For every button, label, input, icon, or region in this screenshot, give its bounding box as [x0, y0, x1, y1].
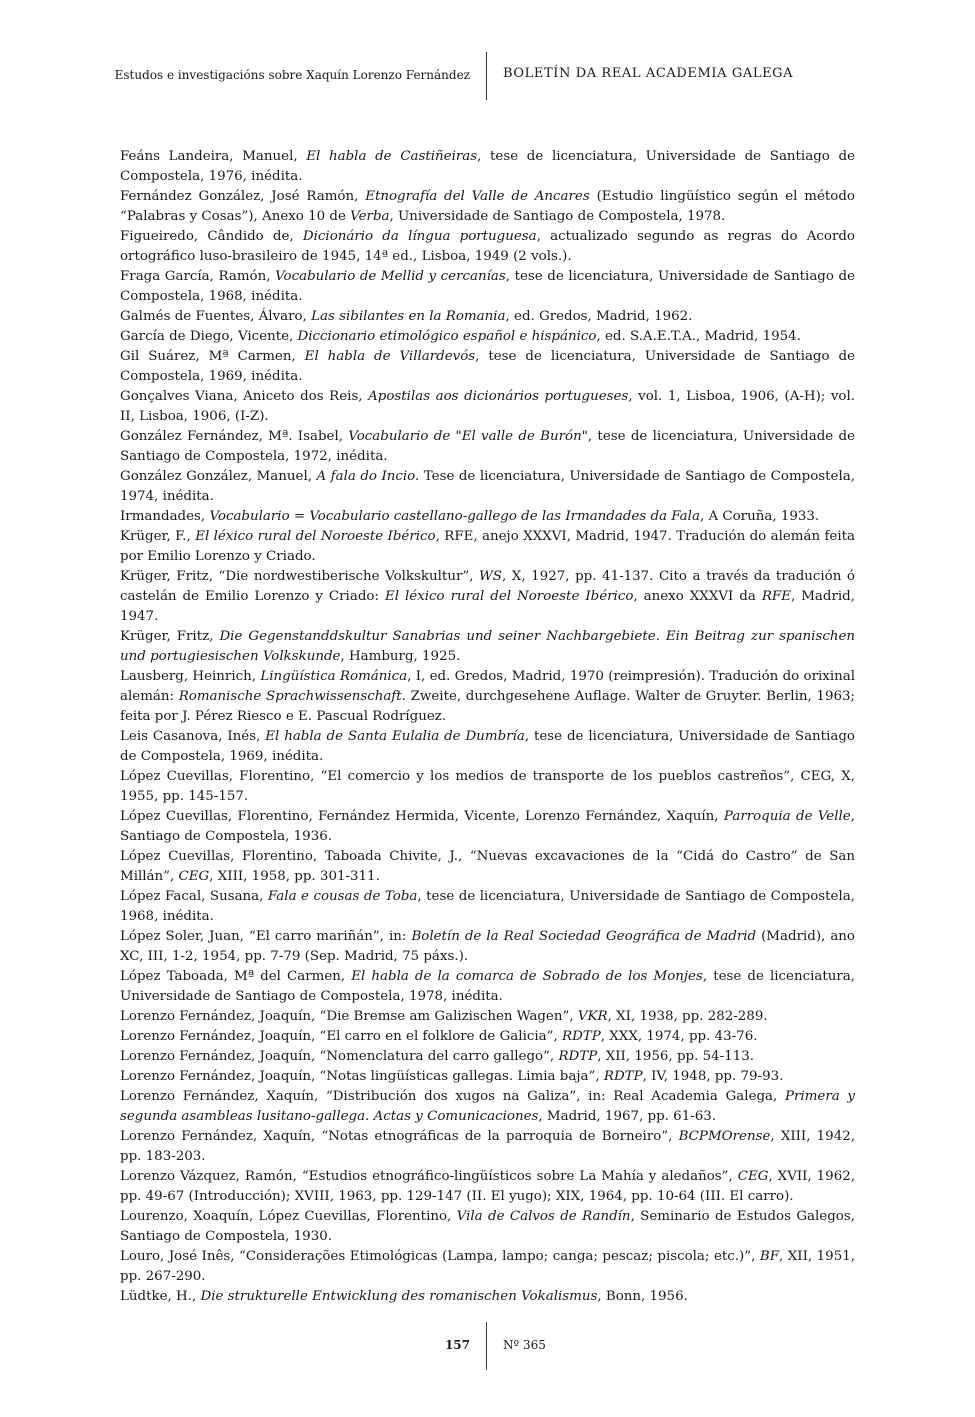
- reference-text: López Taboada, Mª del Carmen,: [120, 969, 352, 984]
- reference-text: , tese de licenciatura, Universidade de Santiago de Compostela, 1969, inédita.: [120, 729, 855, 764]
- reference-entry: [120, 147, 855, 187]
- reference-text: , Madrid, 1967, pp. 61-63.: [538, 1109, 717, 1124]
- reference-text: , XIII, 1942, pp. 183-203.: [120, 1129, 855, 1164]
- reference-entry: [120, 567, 855, 627]
- reference-text: , I, ed. Gredos, Madrid, 1970 (reimpresión). Tradución do orixinal alemán:: [120, 669, 855, 704]
- header-divider: [486, 52, 487, 100]
- reference-entry: [120, 267, 855, 307]
- reference-entry: [120, 227, 855, 267]
- reference-entry: [120, 307, 855, 327]
- reference-text: , Hamburg, 1925.: [340, 649, 461, 664]
- reference-text: Leis Casanova, Inés,: [120, 729, 266, 744]
- reference-text: Krüger, Fritz, “Die nordwestiberische Volkskultur”,: [120, 569, 480, 584]
- reference-text: Lorenzo Fernández, Xaquín, “Distribución dos xugos na Galiza”, in: Real Academia Galega,: [120, 1089, 786, 1104]
- reference-text: Tese de licenciatura, Universidade de Santiago de Compostela, 1974, inédita.: [120, 469, 855, 504]
- reference-text: , ed. Gredos, Madrid, 1962.: [505, 309, 693, 324]
- reference-entry: [120, 347, 855, 387]
- reference-title: Lingüística Románica: [260, 669, 408, 684]
- reference-text: Gonçalves Viana, Aniceto dos Reis,: [120, 389, 369, 404]
- reference-text: , tese de licenciatura, Universidade de Santiago de Compostela, 1972, inédita.: [120, 429, 856, 464]
- reference-text: , XVII, 1962, pp. 49-67 (Introducción); XVIII, 1963, pp. 129-147 (II. El yugo); XIX, 1964, pp. 10-64 (III. El carro).: [120, 1169, 855, 1204]
- reference-entry: [120, 1067, 855, 1087]
- reference-text: García de Diego, Vicente,: [120, 329, 298, 344]
- reference-text: Krüger, F.,: [120, 529, 196, 544]
- reference-title: WS: [479, 569, 502, 584]
- page-header: [0, 52, 975, 100]
- reference-entry: [120, 627, 855, 667]
- reference-text: , tese de licenciatura, Universidade de Santiago de Compostela, 1968, inédita.: [120, 889, 855, 924]
- reference-text: , tese de licenciatura, Universidade de Santiago de Compostela, 1969, inédita.: [120, 349, 855, 384]
- reference-entry: [120, 1287, 855, 1307]
- reference-entry: [120, 807, 855, 847]
- reference-text: Lorenzo Fernández, Joaquín, “El carro en el folklore de Galicia”,: [120, 1029, 562, 1044]
- reference-title: Vocabulario de Mellid y cercanías: [275, 269, 506, 284]
- reference-title: El habla de Castiñeiras: [306, 149, 478, 164]
- reference-text: , XII, 1956, pp. 54-113.: [597, 1049, 754, 1064]
- bibliography-list: [120, 147, 855, 1307]
- reference-title: El habla de la comarca de Sobrado de los Monjes: [351, 969, 703, 984]
- reference-title: RDTP: [558, 1049, 598, 1064]
- reference-entry: [120, 427, 855, 467]
- reference-text: , tese de licenciatura, Universidade de Santiago de Compostela, 1978, inédita.: [120, 969, 855, 1004]
- reference-title: Die strukturelle Entwicklung des romanischen Vokalismus: [200, 1289, 598, 1304]
- reference-title: Vocabulario = Vocabulario castellano-gallego de las Irmandades da Fala: [209, 509, 700, 524]
- reference-text: , Bonn, 1956.: [597, 1289, 688, 1304]
- reference-title: RDTP: [603, 1069, 643, 1084]
- reference-text: , X, 1927, pp. 41-137. Cito a través da tradución ó castelán de Emilio Lorenzo y Criado:: [120, 569, 855, 604]
- reference-title: Die Gegenstanddskultur Sanabrias und seiner Nachbargebiete. Ein Beitrag zur spanischen und portugiesischen Volkskunde: [120, 629, 855, 664]
- reference-title: VKR: [577, 1009, 608, 1024]
- reference-title: CEG: [178, 869, 210, 884]
- reference-text: (Estudio lingüístico según el método “Palabras y Cosas”), Anexo 10 de: [120, 189, 855, 224]
- issue-number: Nº 365: [503, 1338, 546, 1352]
- journal-title: BOLETÍN DA REAL ACADEMIA GALEGA: [503, 66, 794, 81]
- reference-entry: [120, 767, 855, 807]
- reference-title: El habla de Santa Eulalia de Dumbría: [265, 729, 525, 744]
- reference-text: López Cuevillas, Florentino, Taboada Chivite, J., “Nuevas excavaciones de la “Cidá do Castro” de San Millán”,: [120, 849, 855, 884]
- reference-text: Lorenzo Fernández, Xaquín, “Notas etnográficas de la parroquia de Borneiro”,: [120, 1129, 679, 1144]
- reference-entry: [120, 1247, 855, 1287]
- reference-text: Lourenzo, Xoaquín, López Cuevillas, Florentino,: [120, 1209, 457, 1224]
- reference-entry: [120, 1087, 855, 1127]
- reference-text: , XI, 1938, pp. 282-289.: [607, 1009, 768, 1024]
- reference-title: Primera y segunda asambleas lusitano-gallega. Actas y Comunicaciones: [120, 1089, 855, 1124]
- reference-title: RFE: [761, 589, 791, 604]
- reference-entry: [120, 1167, 855, 1207]
- reference-text: , Madrid, 1947.: [120, 589, 855, 624]
- reference-text: , XXX, 1974, pp. 43-76.: [600, 1029, 758, 1044]
- reference-text: Irmandades,: [120, 509, 210, 524]
- reference-title: El léxico rural del Noroeste Ibérico: [384, 589, 634, 604]
- reference-title: A fala do Incio.: [316, 469, 420, 484]
- reference-title: Boletín de la Real Sociedad Geográfica de Madrid: [411, 929, 757, 944]
- reference-title: El habla de Villardevós: [304, 349, 476, 364]
- reference-text: , XIII, 1958, pp. 301-311.: [209, 869, 380, 884]
- reference-text: Lüdtke, H.,: [120, 1289, 201, 1304]
- reference-text: Louro, José Inês, “Considerações Etimológicas (Lampa, lampo; canga; pescaz; piscola; etc.)”,: [120, 1249, 760, 1264]
- reference-entry: [120, 1007, 855, 1027]
- reference-text: , XII, 1951, pp. 267-290.: [120, 1249, 855, 1284]
- reference-title: Diccionario etimológico español e hispánico: [297, 329, 597, 344]
- reference-text: Galmés de Fuentes, Álvaro,: [120, 309, 312, 324]
- reference-title: Verba: [350, 209, 390, 224]
- reference-text: , anexo XXXVI da: [633, 589, 762, 604]
- reference-entry: [120, 527, 855, 567]
- reference-text: Krüger, Fritz,: [120, 629, 220, 644]
- reference-title: BF: [759, 1249, 779, 1264]
- reference-text: Lorenzo Fernández, Joaquín, “Die Bremse am Galizischen Wagen”,: [120, 1009, 578, 1024]
- reference-entry: [120, 327, 855, 347]
- reference-title: Etnografía del Valle de Ancares: [365, 189, 590, 204]
- reference-text: Fernández González, José Ramón,: [120, 189, 366, 204]
- reference-text: , actualizado segundo as regras do Acordo ortográfico luso-brasileiro de 1945, 14ª ed., Lisboa, 1949 (2 vols.).: [120, 229, 855, 264]
- reference-title: Fala e cousas de Toba: [267, 889, 418, 904]
- reference-entry: [120, 667, 855, 727]
- reference-text: Figueiredo, Cândido de,: [120, 229, 303, 244]
- reference-entry: [120, 727, 855, 767]
- reference-entry: [120, 467, 855, 507]
- reference-text: López Cuevillas, Florentino, Fernández Hermida, Vicente, Lorenzo Fernández, Xaquín,: [120, 809, 724, 824]
- reference-entry: [120, 927, 855, 967]
- reference-text: , Seminario de Estudos Galegos, Santiago de Compostela, 1930.: [120, 1209, 855, 1244]
- reference-text: , vol. 1, Lisboa, 1906, (A-H); vol. II, Lisboa, 1906, (I-Z).: [120, 389, 855, 424]
- reference-text: Gil Suárez, Mª Carmen,: [120, 349, 305, 364]
- running-title: Estudos e investigacións sobre Xaquín Lorenzo Fernández: [114, 68, 470, 82]
- reference-text: González González, Manuel,: [120, 469, 317, 484]
- reference-text: (Madrid), ano XC, III, 1-2, 1954, pp. 7-79 (Sep. Madrid, 75 páxs.).: [120, 929, 855, 964]
- reference-text: , IV, 1948, pp. 79-93.: [642, 1069, 784, 1084]
- reference-text: Lorenzo Fernández, Joaquín, “Notas lingüísticas gallegas. Limia baja”,: [120, 1069, 604, 1084]
- reference-text: . Zweite, durchgesehene Auflage. Walter de Gruyter. Berlin, 1963; feita por J. Pérez Riesco e E. Pascual Rodríguez.: [120, 689, 856, 724]
- reference-title: BCPMOrense: [678, 1129, 771, 1144]
- reference-entry: [120, 1207, 855, 1247]
- reference-entry: [120, 187, 855, 227]
- reference-entry: [120, 1047, 855, 1067]
- reference-text: , Santiago de Compostela, 1936.: [120, 809, 855, 844]
- reference-text: , A Coruña, 1933.: [699, 509, 820, 524]
- reference-text: RFE, anejo XXXVI, Madrid, 1947. Tradución do alemán feita por Emilio Lorenzo y Criado.: [120, 529, 855, 564]
- reference-text: López Facal, Susana,: [120, 889, 268, 904]
- reference-entry: [120, 887, 855, 927]
- reference-text: , tese de licenciatura, Universidade de Santiago de Compostela, 1976, inédita.: [120, 149, 855, 184]
- reference-text: , tese de licenciatura, Universidade de Santiago de Compostela, 1968, inédita.: [120, 269, 856, 304]
- page-number: 157: [444, 1338, 470, 1352]
- reference-entry: [120, 847, 855, 887]
- reference-entry: [120, 967, 855, 1007]
- reference-title: Apostilas aos dicionários portugueses: [368, 389, 629, 404]
- reference-text: Feáns Landeira, Manuel,: [120, 149, 307, 164]
- reference-entry: [120, 1127, 855, 1167]
- reference-entry: [120, 387, 855, 427]
- reference-text: González Fernández, Mª. Isabel,: [120, 429, 349, 444]
- reference-entry: [120, 507, 855, 527]
- reference-title: Dicionário da língua portuguesa: [302, 229, 537, 244]
- reference-title: RDTP: [561, 1029, 601, 1044]
- reference-text: , ed. S.A.E.T.A., Madrid, 1954.: [596, 329, 801, 344]
- page-footer: [0, 1322, 975, 1370]
- reference-text: Fraga García, Ramón,: [120, 269, 276, 284]
- footer-divider: [486, 1322, 487, 1370]
- reference-title: Parroquia de Velle: [723, 809, 851, 824]
- reference-text: López Soler, Juan, “El carro mariñán”, in:: [120, 929, 412, 944]
- reference-text: Lorenzo Fernández, Joaquín, “Nomenclatura del carro gallego”,: [120, 1049, 559, 1064]
- reference-text: Lorenzo Vázquez, Ramón, “Estudios etnográfico-lingüísticos sobre La Mahía y aledaños”,: [120, 1169, 738, 1184]
- reference-title: Vila de Calvos de Randín: [456, 1209, 631, 1224]
- reference-title: Romanische Sprachwissenschaft: [178, 689, 402, 704]
- reference-entry: [120, 1027, 855, 1047]
- reference-text: López Cuevillas, Florentino, “El comercio y los medios de transporte de los pueblos castreños”, CEG, X, 1955, pp. 145-157.: [120, 769, 855, 804]
- reference-text: Lausberg, Heinrich,: [120, 669, 261, 684]
- reference-title: CEG: [737, 1169, 769, 1184]
- reference-title: Las sibilantes en la Romania: [311, 309, 506, 324]
- reference-title: El léxico rural del Noroeste Ibérico,: [195, 529, 440, 544]
- reference-text: , Universidade de Santiago de Compostela, 1978.: [389, 209, 726, 224]
- reference-title: Vocabulario de "El valle de Burón": [348, 429, 588, 444]
